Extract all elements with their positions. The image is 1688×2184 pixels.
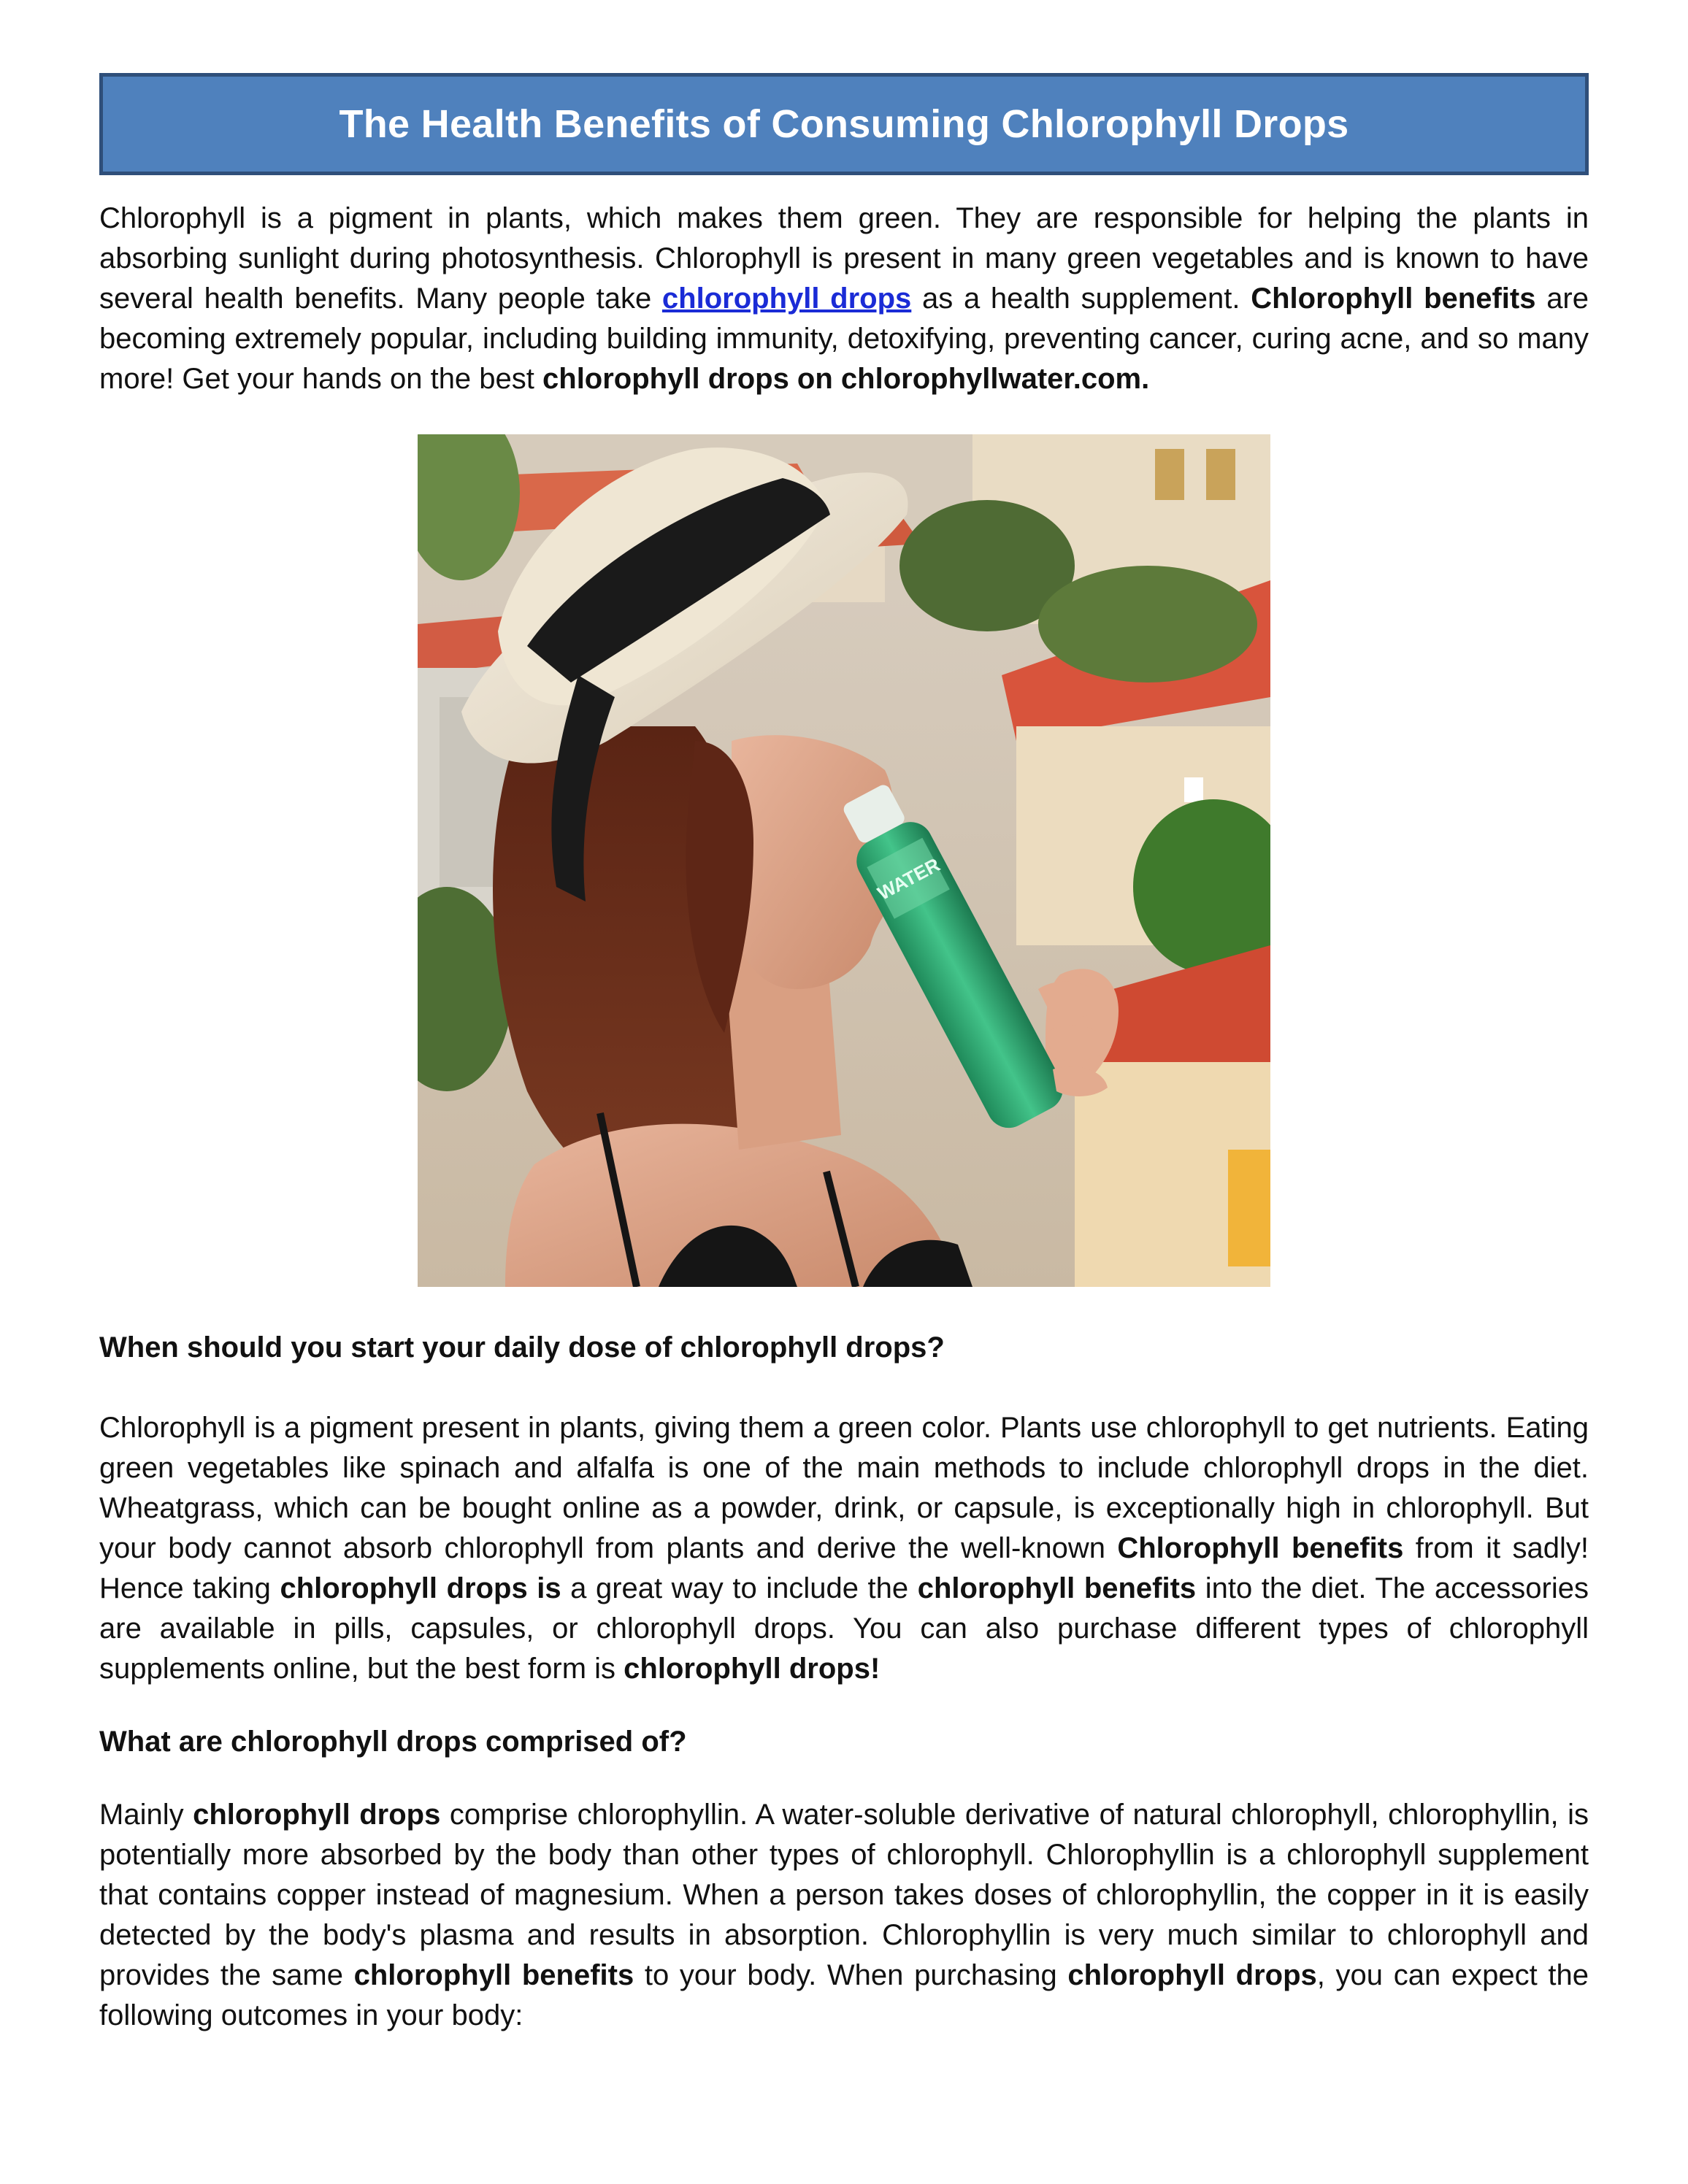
s2-bold-3: chlorophyll drops — [1067, 1959, 1317, 1991]
s1-bold-2: chlorophyll drops is — [280, 1572, 561, 1604]
s1-text-4: into the diet. The accessories are available in pills, capsules, or chlorophyll drops. You can also purchase different types of chlorophyll supplements online, but the best form is — [99, 1572, 1589, 1685]
intro-text-3: are becoming extremely popular, including building immunity, detoxifying, preventing cancer, curing acne, and so many more! Get your hands on the best — [99, 282, 1589, 395]
section1-paragraph — [99, 1408, 1589, 1689]
s1-text-1: Chlorophyll is a pigment present in plants, giving them a green color. Plants use chlorophyll to get nutrients. Eating green vegetables like spinach and alfalfa is one of the main methods to include chlorophyll drops in the diet. Wheatgrass, which can be bought online as a powder, drink, or capsule, is exceptionally high in chlorophyll. But your body cannot absorb chlorophyll from plants and derive the well-known — [99, 1412, 1589, 1564]
intro-bold-1: Chlorophyll benefits — [1251, 282, 1536, 315]
s2-bold-2: chlorophyll benefits — [353, 1959, 634, 1991]
intro-text-1: Chlorophyll is a pigment in plants, which makes them green. They are responsible for helping the plants in absorbing sunlight during photosynthesis. Chlorophyll is present in many green vegetables and is known to have several health benefits. Many people take — [99, 202, 1589, 315]
section-heading-composition: What are chlorophyll drops comprised of? — [99, 1726, 687, 1758]
s2-text-4: , you can expect the following outcomes in your body: — [99, 1959, 1589, 2031]
intro-text-2: as a health supplement. — [911, 282, 1251, 315]
s1-text-2: from it sadly! Hence taking — [99, 1532, 1589, 1604]
woman-drinking-photo — [418, 434, 1270, 1287]
intro-paragraph — [99, 199, 1589, 399]
s2-text-2: comprise chlorophyllin. A water-soluble derivative of natural chlorophyll, chlorophyllin, is potentially more absorbed by the body than other types of chlorophyll. Chlorophyllin is a chlorophyll supplement that contains copper instead of magnesium. When a person takes doses of chlorophyllin, the copper in it is easily detected by the body's plasma and results in absorption. Chlorophyllin is very much similar to chlorophyll and provides the same — [99, 1799, 1589, 1991]
bottle-label: WATER — [873, 853, 944, 904]
s1-bold-4: chlorophyll drops! — [624, 1653, 881, 1685]
section-heading-daily-dose: When should you start your daily dose of chlorophyll drops? — [99, 1331, 945, 1364]
s1-text-3: a great way to include the — [561, 1572, 918, 1604]
section2-paragraph — [99, 1795, 1589, 2036]
intro-bold-2: chlorophyll drops on chlorophyllwater.com. — [542, 363, 1150, 395]
page-title: The Health Benefits of Consuming Chlorophyll Drops — [339, 102, 1349, 146]
title-banner — [99, 73, 1589, 175]
s1-bold-3: chlorophyll benefits — [917, 1572, 1197, 1604]
s2-text-3: to your body. When purchasing — [634, 1959, 1068, 1991]
s1-bold-1: Chlorophyll benefits — [1117, 1532, 1404, 1564]
chlorophyll-drops-link[interactable]: chlorophyll drops — [661, 282, 912, 315]
document-page — [99, 73, 1589, 2036]
s2-bold-1: chlorophyll drops — [193, 1799, 441, 1831]
s2-text-1: Mainly — [99, 1799, 193, 1831]
